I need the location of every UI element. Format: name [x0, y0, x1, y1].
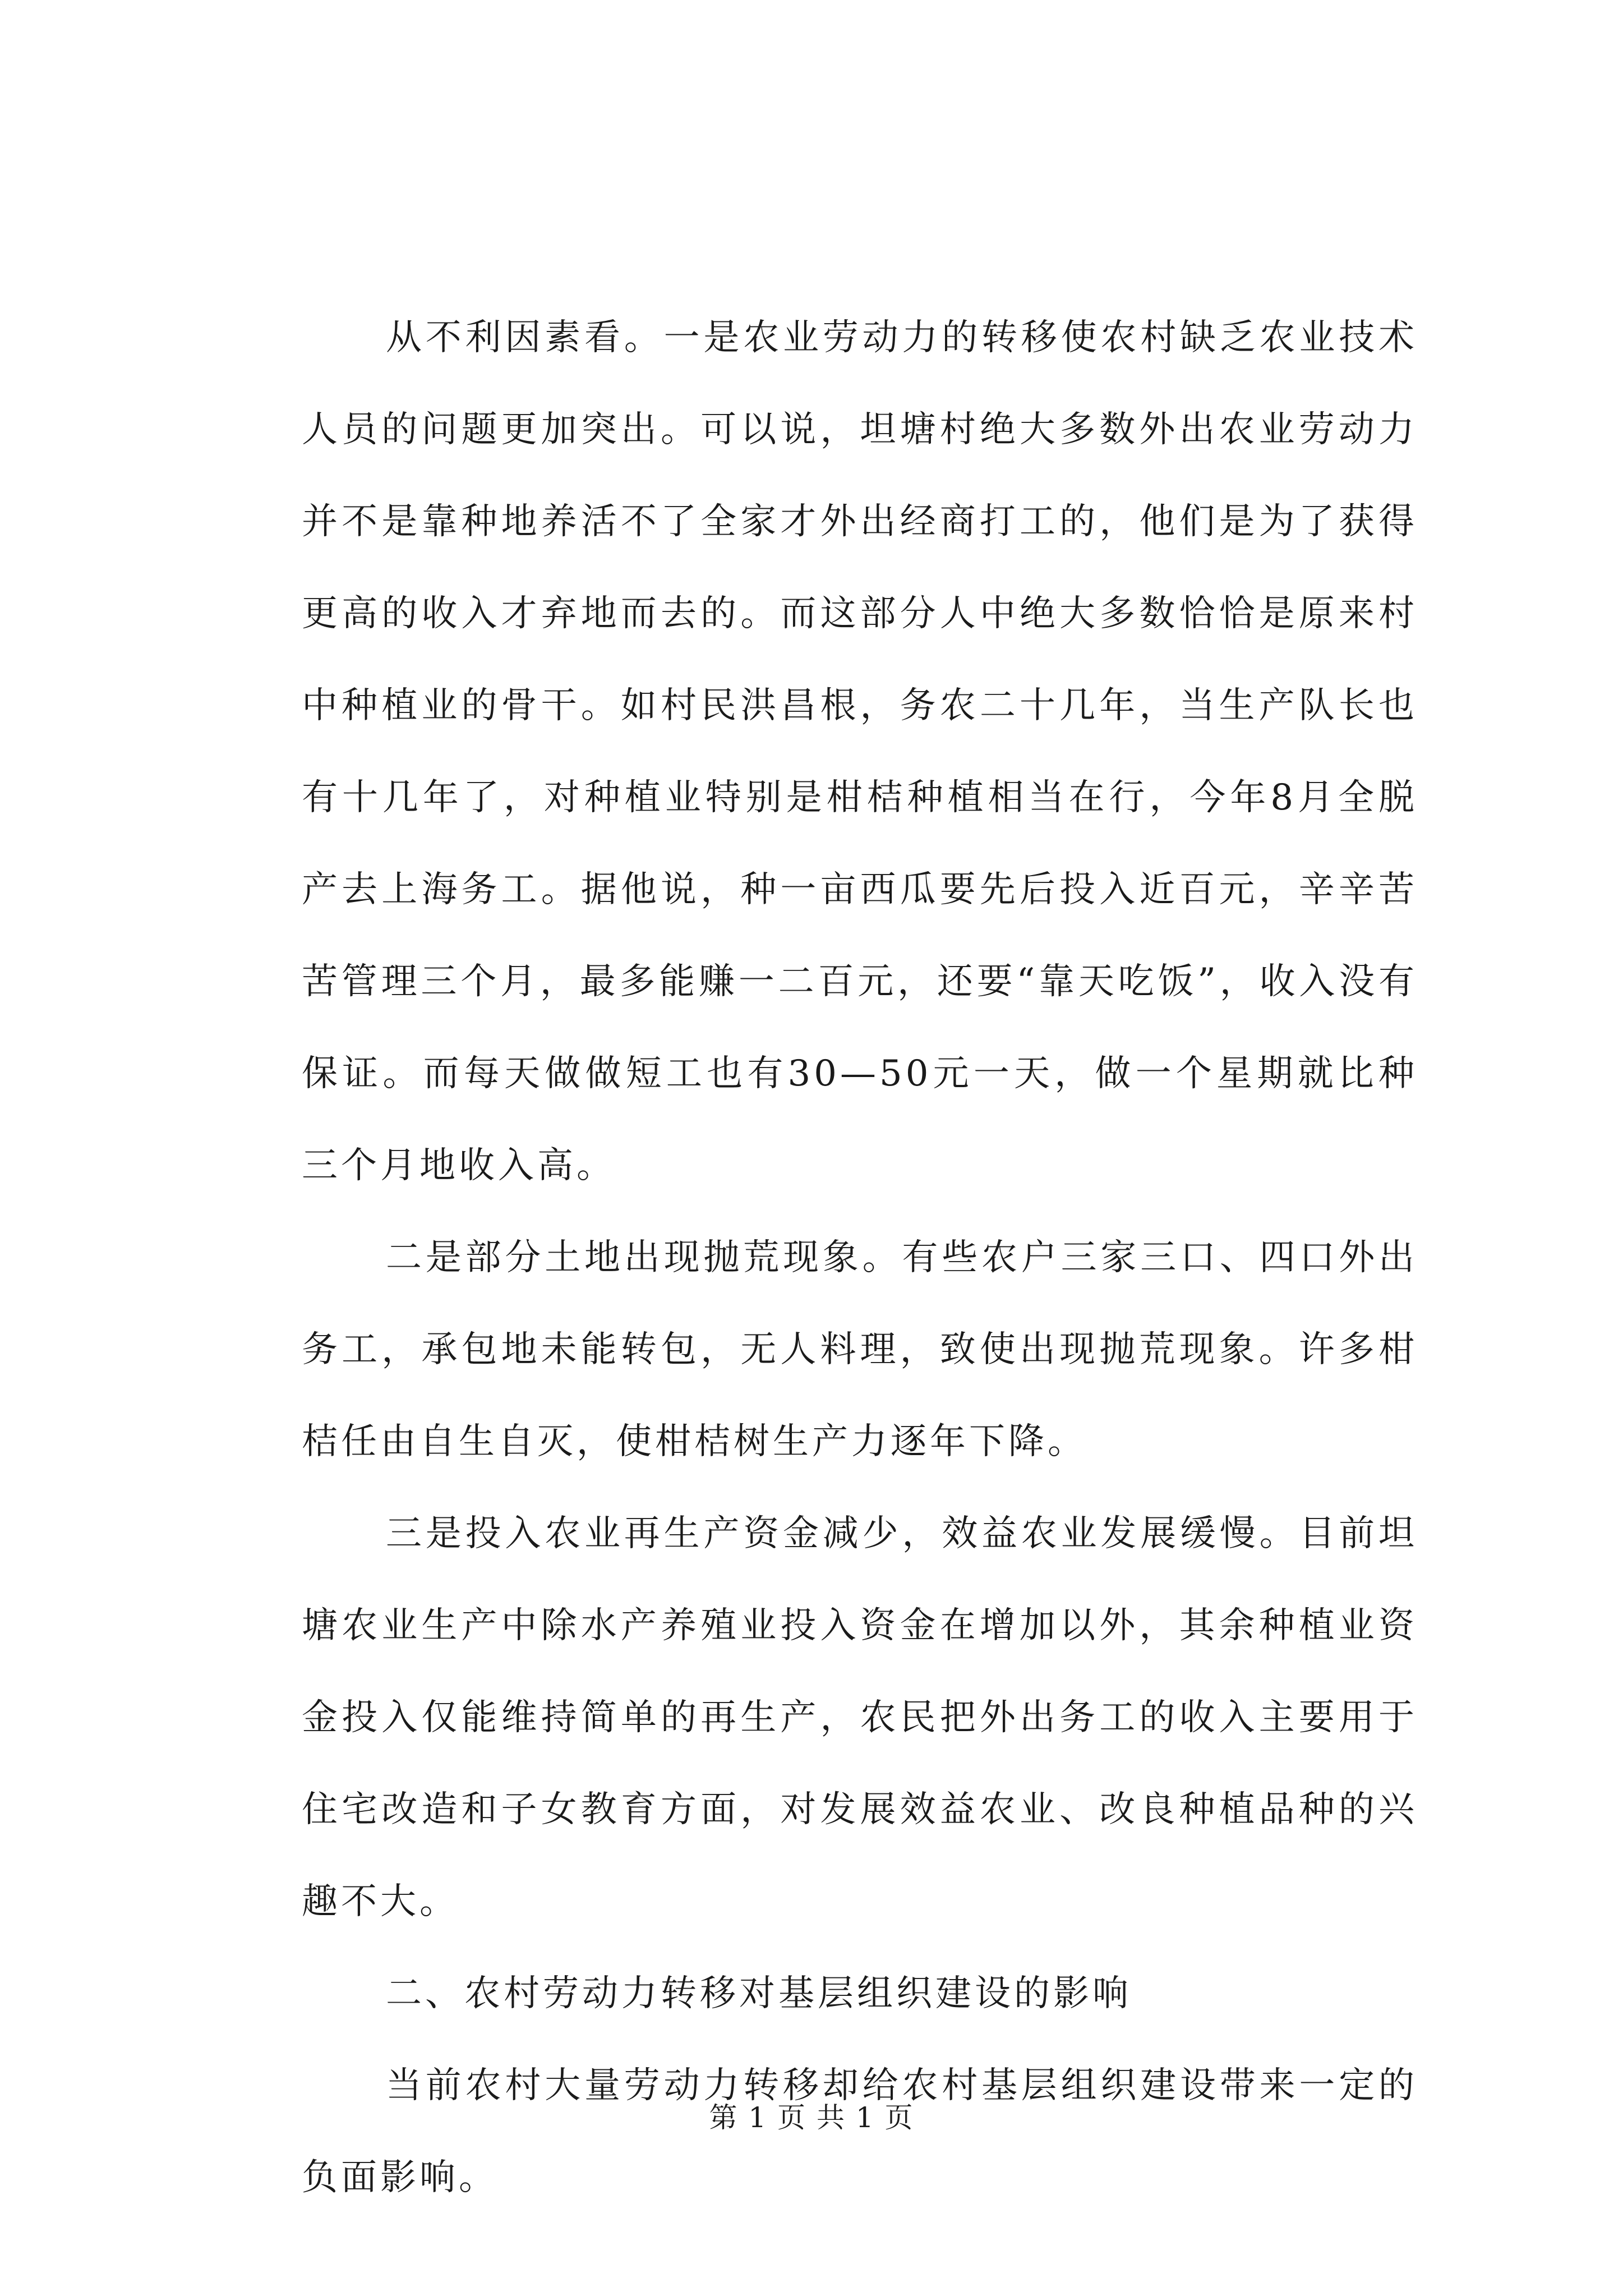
page-footer: 第 1 页 共 1 页	[709, 2101, 914, 2134]
paragraph-negative-impact: 当前农村大量劳动力转移却给农村基层组织建设带来一定的负面影响。	[302, 2065, 1418, 2198]
section-heading: 二、农村劳动力转移对基层组织建设的影响	[386, 1973, 1132, 2014]
paragraph-unfavorable-factors: 从不利因素看。一是农业劳动力的转移使农村缺乏农业技术人员的问题更加突出。可以说，坦塘村绝大多数外出农业劳动力并不是靠种地养活不了全家才外出经商打工的，他们是为了获得更高的收入才弃地而去的。而这部分人中绝大多数恰恰是原来村中种植业的骨干。如村民洪昌根，务农二十几年，当生产队长也有十几年了，对种植业特别是柑桔种植相当在行，今年8月全脱产去上海务工。据他说，种一亩西瓜要先后投入近百元，辛辛苦苦管理三个月，最多能赚一二百元，还要“靠天吃饭”，收入没有保证。而每天做做短工也有30—50元一天，做一个星期就比种三个月地收入高。	[302, 317, 1418, 1186]
document-body	[302, 292, 1418, 2224]
paragraph-land-abandonment: 二是部分土地出现抛荒现象。有些农户三家三口、四口外出务工，承包地未能转包，无人料理，致使出现抛荒现象。许多柑桔任由自生自灭，使柑桔树生产力逐年下降。	[302, 1237, 1418, 1462]
paragraph-reinvestment-decline: 三是投入农业再生产资金减少，效益农业发展缓慢。目前坦塘农业生产中除水产养殖业投入资金在增加以外，其余种植业资金投入仅能维持简单的再生产，农民把外出务工的收入主要用于住宅改造和子女教育方面，对发展效益农业、改良种植品种的兴趣不大。	[302, 1513, 1418, 1922]
